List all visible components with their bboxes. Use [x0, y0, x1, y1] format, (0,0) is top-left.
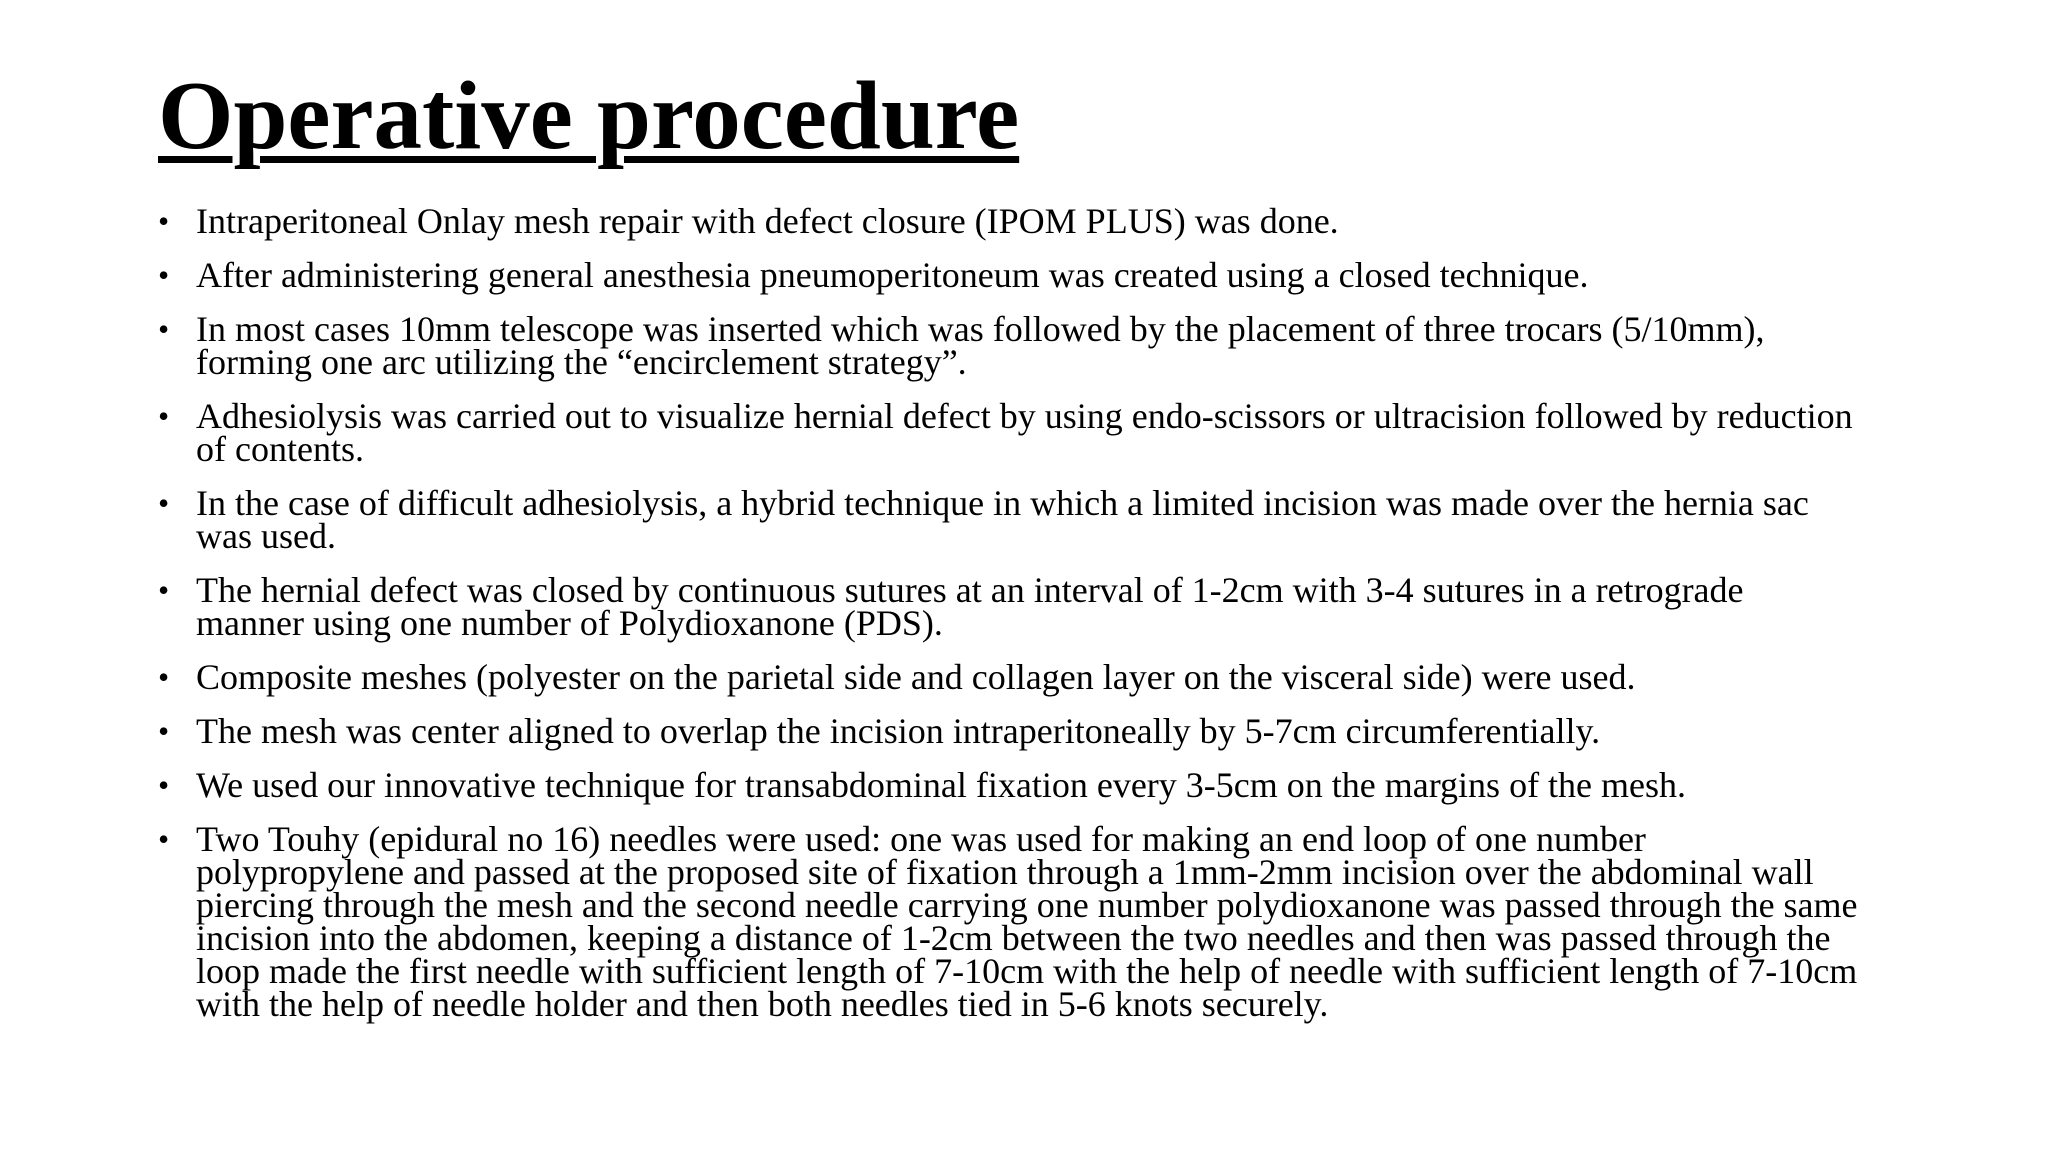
slide-title: Operative procedure [158, 62, 1020, 169]
bullet-text: In the case of difficult adhesiolysis, a hybrid technique in which a limited incision was made over the hernia sac was used. [196, 483, 1809, 556]
bullet-dot: • [158, 767, 170, 803]
bullet-text: Adhesiolysis was carried out to visualize hernial defect by using endo-scissors or ultracision followed by reduction of contents. [196, 396, 1853, 469]
bullet-dot: • [158, 572, 170, 608]
bullet-item [158, 396, 1858, 469]
bullet-text: The hernial defect was closed by continuous sutures at an interval of 1-2cm with 3-4 sutures in a retrograde manner using one number of Polydioxanone (PDS). [196, 570, 1744, 643]
bullet-dot: • [158, 398, 170, 434]
bullet-item [158, 309, 1858, 382]
bullet-item [158, 819, 1858, 1024]
bullet-dot: • [158, 659, 170, 695]
bullet-item [158, 711, 1858, 751]
bullet-item [158, 657, 1858, 697]
bullet-dot: • [158, 311, 170, 347]
bullet-text: Two Touhy (epidural no 16) needles were used: one was used for making an end loop of one number polypropylene and passed at the proposed site of fixation through a 1mm-2mm incision over the abdominal wall piercing through the mesh and the second needle carrying one number polydioxanone was passed through the same incision into the abdomen, keeping a distance of 1-2cm between the two needles and then was passed through the loop made the first needle with sufficient length of 7-10cm with the help of needle with sufficient length of 7-10cm with the help of needle holder and then both needles tied in 5-6 knots securely. [196, 819, 1858, 1024]
bullet-item [158, 570, 1858, 643]
bullet-text: We used our innovative technique for transabdominal fixation every 3-5cm on the margins of the mesh. [196, 765, 1687, 805]
bullet-item [158, 483, 1858, 556]
bullet-text: The mesh was center aligned to overlap the incision intraperitoneally by 5-7cm circumferentially. [196, 711, 1601, 751]
bullet-dot: • [158, 203, 170, 239]
bullet-list [158, 201, 1858, 1042]
bullet-dot: • [158, 257, 170, 293]
bullet-dot: • [158, 485, 170, 521]
bullet-item [158, 201, 1858, 241]
bullet-item [158, 765, 1858, 805]
bullet-text: Intraperitoneal Onlay mesh repair with defect closure (IPOM PLUS) was done. [196, 201, 1339, 241]
bullet-dot: • [158, 821, 170, 857]
bullet-item [158, 255, 1858, 295]
bullet-dot: • [158, 713, 170, 749]
bullet-text: After administering general anesthesia pneumoperitoneum was created using a closed technique. [196, 255, 1589, 295]
bullet-text: In most cases 10mm telescope was inserted which was followed by the placement of three trocars (5/10mm), forming one arc utilizing the “encirclement strategy”. [196, 309, 1765, 382]
bullet-text: Composite meshes (polyester on the parietal side and collagen layer on the visceral side) were used. [196, 657, 1636, 697]
